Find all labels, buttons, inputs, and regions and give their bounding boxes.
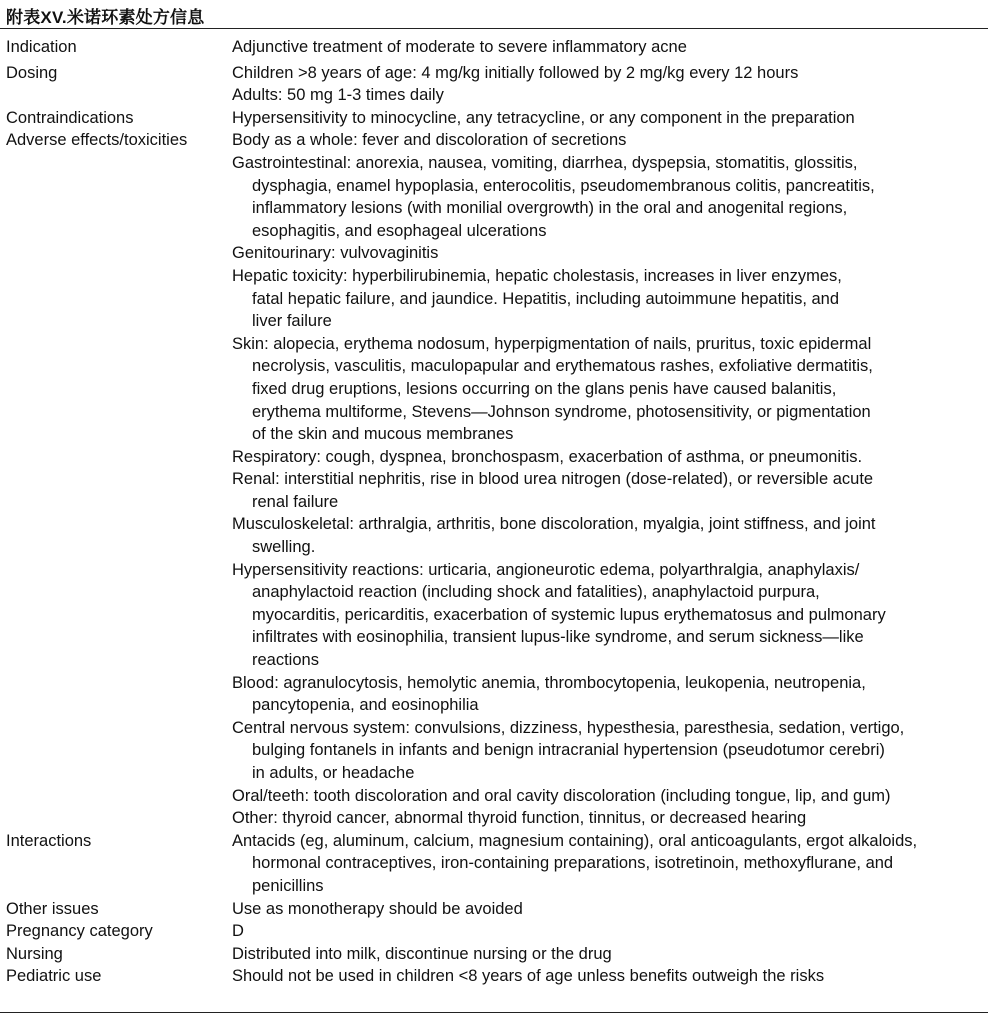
value-entry bbox=[232, 672, 1000, 717]
value-line: Adults: 50 mg 1-3 times daily bbox=[232, 86, 444, 105]
value-line: inflammatory lesions (with monilial overgrowth) in the oral and anogenital regions, bbox=[252, 199, 848, 218]
row-value bbox=[232, 965, 1000, 988]
table-row bbox=[0, 965, 1000, 988]
row-label: Indication bbox=[6, 38, 77, 56]
value-entry bbox=[232, 84, 1000, 107]
value-line: renal failure bbox=[252, 492, 339, 511]
value-line: Gastrointestinal: anorexia, nausea, vomiting, diarrhea, dyspepsia, stomatitis, glossitis, bbox=[232, 153, 858, 172]
value-line: hormonal contraceptives, iron-containing preparations, isotretinoin, methoxyflurane, and bbox=[252, 854, 894, 873]
value-entry bbox=[232, 242, 1000, 265]
value-entry bbox=[232, 807, 1000, 830]
value-entry bbox=[232, 62, 1000, 85]
value-line: Distributed into milk, discontinue nursing or the drug bbox=[232, 944, 612, 963]
value-line: Other: thyroid cancer, abnormal thyroid function, tinnitus, or decreased hearing bbox=[232, 809, 807, 828]
value-entry bbox=[232, 785, 1000, 808]
value-line: Adjunctive treatment of moderate to severe inflammatory acne bbox=[232, 38, 687, 56]
row-label: Other issues bbox=[6, 899, 99, 918]
value-line: Should not be used in children <8 years of age unless benefits outweigh the risks bbox=[232, 967, 825, 986]
value-line: in adults, or headache bbox=[252, 764, 415, 782]
top-rule bbox=[0, 28, 988, 29]
value-line: Use as monotherapy should be avoided bbox=[232, 899, 523, 918]
value-line: esophagitis, and esophageal ulcerations bbox=[252, 221, 547, 240]
row-label: Interactions bbox=[6, 831, 92, 850]
value-entry bbox=[232, 943, 1000, 966]
value-line: fatal hepatic failure, and jaundice. Hepatitis, including autoimmune hepatitis, and bbox=[252, 289, 840, 308]
value-entry bbox=[232, 107, 1000, 130]
value-line: erythema multiforme, Stevens—Johnson syndrome, photosensitivity, or pigmentation bbox=[252, 402, 871, 421]
row-value bbox=[232, 830, 1000, 898]
value-line: Blood: agranulocytosis, hemolytic anemia, thrombocytopenia, leukopenia, neutropenia, bbox=[232, 673, 866, 692]
value-entry bbox=[232, 446, 1000, 469]
row-label: Contraindications bbox=[6, 108, 134, 127]
value-entry bbox=[232, 898, 1000, 921]
value-line: Antacids (eg, aluminum, calcium, magnesium containing), oral anticoagulants, ergot alkaloids, bbox=[232, 831, 918, 850]
value-line: infiltrates with eosinophilia, transient lupus-like syndrome, and serum sickness—like bbox=[252, 628, 864, 647]
value-entry bbox=[232, 36, 1000, 59]
row-value bbox=[232, 62, 1000, 107]
value-line: Musculoskeletal: arthralgia, arthritis, bone discoloration, myalgia, joint stiffness, and joint bbox=[232, 515, 876, 534]
value-line: Respiratory: cough, dyspnea, bronchospasm, exacerbation of asthma, or pneumonitis. bbox=[232, 447, 863, 466]
table-row bbox=[0, 36, 1000, 59]
value-line: Renal: interstitial nephritis, rise in blood urea nitrogen (dose-related), or reversible acute bbox=[232, 470, 874, 489]
value-line: Skin: alopecia, erythema nodosum, hyperpigmentation of nails, pruritus, toxic epidermal bbox=[232, 334, 872, 353]
value-entry bbox=[232, 265, 1000, 333]
value-entry bbox=[232, 717, 1000, 785]
value-line: of the skin and mucous membranes bbox=[252, 425, 514, 444]
value-entry bbox=[232, 333, 1000, 446]
row-label: Pediatric use bbox=[6, 967, 102, 986]
table-row bbox=[0, 898, 1000, 921]
value-line: myocarditis, pericarditis, exacerbation of systemic lupus erythematosus and pulmonary bbox=[252, 605, 886, 624]
value-entry bbox=[232, 920, 1000, 943]
row-value bbox=[232, 129, 1000, 829]
value-entry bbox=[232, 513, 1000, 558]
value-entry bbox=[232, 129, 1000, 152]
row-label: Nursing bbox=[6, 944, 63, 963]
row-label: Adverse effects/toxicities bbox=[6, 131, 188, 150]
row-value bbox=[232, 920, 1000, 943]
value-line: D bbox=[232, 922, 244, 941]
value-line: dysphagia, enamel hypoplasia, enterocolitis, pseudomembranous colitis, pancreatitis, bbox=[252, 176, 875, 195]
value-entry bbox=[232, 152, 1000, 242]
table-row bbox=[0, 920, 1000, 943]
value-line: penicillins bbox=[252, 876, 324, 895]
bottom-rule bbox=[0, 1012, 988, 1013]
table-row bbox=[0, 107, 1000, 130]
row-value bbox=[232, 36, 1000, 59]
row-value bbox=[232, 898, 1000, 921]
value-entry bbox=[232, 559, 1000, 672]
table-row bbox=[0, 943, 1000, 966]
row-label: Pregnancy category bbox=[6, 922, 153, 941]
row-value bbox=[232, 943, 1000, 966]
row-value bbox=[232, 107, 1000, 130]
value-line: reactions bbox=[252, 651, 319, 670]
value-line: pancytopenia, and eosinophilia bbox=[252, 696, 479, 715]
value-line: Hepatic toxicity: hyperbilirubinemia, hepatic cholestasis, increases in liver enzymes, bbox=[232, 266, 842, 285]
value-line: bulging fontanels in infants and benign intracranial hypertension (pseudotumor cerebri) bbox=[252, 741, 885, 760]
value-entry bbox=[232, 468, 1000, 513]
value-line: Body as a whole: fever and discoloration of secretions bbox=[232, 131, 627, 150]
value-line: liver failure bbox=[252, 312, 332, 331]
value-line: fixed drug eruptions, lesions occurring on the glans penis have caused balanitis, bbox=[252, 379, 837, 398]
value-entry bbox=[232, 830, 1000, 898]
value-line: Genitourinary: vulvovaginitis bbox=[232, 244, 439, 263]
table-row bbox=[0, 830, 1000, 898]
value-entry bbox=[232, 965, 1000, 988]
value-line: necrolysis, vasculitis, maculopapular and erythematous rashes, exfoliative dermatitis, bbox=[252, 357, 873, 376]
table-title: 附表XV.米诺环素处方信息 bbox=[6, 8, 205, 27]
table-row bbox=[0, 129, 1000, 829]
value-line: Oral/teeth: tooth discoloration and oral cavity discoloration (including tongue, lip, and gum) bbox=[232, 786, 891, 805]
value-line: Central nervous system: convulsions, dizziness, hypesthesia, paresthesia, sedation, vertigo, bbox=[232, 718, 905, 737]
value-line: anaphylactoid reaction (including shock and fatalities), anaphylactoid purpura, bbox=[252, 583, 820, 602]
value-line: Hypersensitivity to minocycline, any tetracycline, or any component in the preparation bbox=[232, 108, 855, 127]
value-line: swelling. bbox=[252, 538, 316, 557]
table-row bbox=[0, 62, 1000, 107]
value-line: Hypersensitivity reactions: urticaria, angioneurotic edema, polyarthralgia, anaphylaxis/ bbox=[232, 560, 860, 579]
value-line: Children >8 years of age: 4 mg/kg initially followed by 2 mg/kg every 12 hours bbox=[232, 63, 799, 82]
prescribing-info-table bbox=[0, 36, 1000, 988]
row-label: Dosing bbox=[6, 63, 58, 82]
